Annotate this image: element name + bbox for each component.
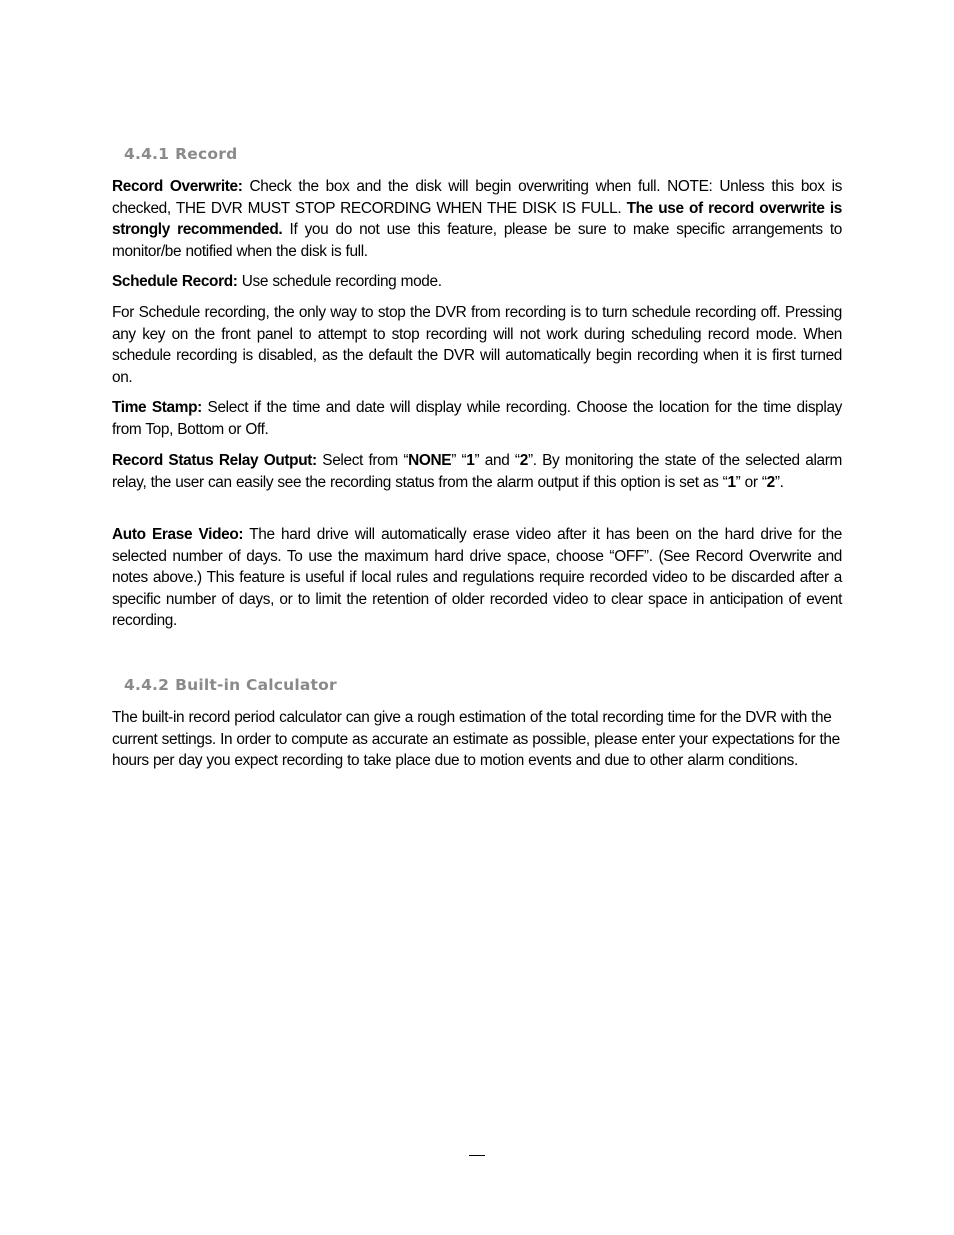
section-number: 4.4.2 (124, 676, 170, 694)
paragraph-text: If you do not use this feature, please be sure to make specific arrangements to monitor/be notified when the disk is full. (112, 221, 842, 260)
paragraph-text: ”. By monitoring the state of the selected alarm relay, the user can easily see the recording status from the alarm output if this option is set as “ (112, 452, 842, 491)
emphasis-text: The use of record overwrite is strongly recommended. (112, 199, 842, 238)
option-1: 1 (727, 473, 736, 491)
paragraph-auto-erase (112, 524, 842, 632)
paragraph-text: The built-in record period calculator can give a rough estimation of the total recording time for the DVR with the current settings. In order to compute as accurate an estimate as possible, please enter your expectations for the hours per day you expect recording to take place due to motion events and due to other alarm conditions. (112, 709, 840, 769)
paragraph-text: ” “ (451, 452, 467, 469)
page-number-rule (469, 1155, 485, 1156)
section-title: Built-in Calculator (175, 676, 337, 694)
paragraph-text: Check the box and the disk will begin overwriting when full. NOTE: Unless this box is checked, THE DVR MUST STOP RECORDING WHEN THE DISK IS FULL. (112, 178, 842, 217)
section-heading-calculator (124, 675, 337, 695)
paragraph-text: The hard drive will automatically erase video after it has been on the hard drive for the selected number of days. To use the maximum hard drive space, choose “OFF”. (See Record Overwrite and notes above.) This feature is useful if local rules and regulations require recorded video to be discarded after a specific number of days, or to limit the retention of older recorded video to clear space in anticipation of event recording. (112, 526, 842, 629)
section-number: 4.4.1 (124, 145, 170, 163)
term-label: Record Status Relay Output: (112, 452, 317, 469)
term-label: Schedule Record: (112, 273, 238, 290)
section-heading-record (124, 144, 237, 164)
paragraph-text: ”. (774, 473, 784, 491)
paragraph-record-overwrite (112, 176, 842, 262)
option-none: NONE (408, 452, 452, 469)
term-label: Auto Erase Video: (112, 526, 244, 543)
paragraph-relay-output (112, 450, 842, 493)
paragraph-text: ” or “ (735, 473, 767, 491)
paragraph-calculator-intro (112, 707, 842, 772)
paragraph-time-stamp (112, 397, 842, 440)
paragraph-schedule-record (112, 271, 842, 293)
paragraph-text: Select from “ (316, 452, 409, 469)
section-title: Record (175, 145, 238, 163)
paragraph-text: Use schedule recording mode. (237, 273, 442, 290)
paragraph-text: ” and “ (474, 452, 520, 469)
paragraph-text: For Schedule recording, the only way to stop the DVR from recording is to turn schedule recording off. Pressing any key on the front panel to attempt to stop recording will not work during scheduling record mode. When schedule recording is disabled, as the default the DVR will automatically begin recording when it is first turned on. (112, 304, 842, 386)
paragraph-schedule-note (112, 302, 842, 388)
term-label: Time Stamp: (112, 399, 202, 416)
term-label: Record Overwrite: (112, 178, 243, 195)
option-1: 1 (466, 452, 475, 469)
option-2: 2 (519, 452, 528, 469)
option-2: 2 (766, 473, 775, 491)
paragraph-text: Select if the time and date will display while recording. Choose the location for the time display from Top, Bottom or Off. (112, 399, 843, 438)
